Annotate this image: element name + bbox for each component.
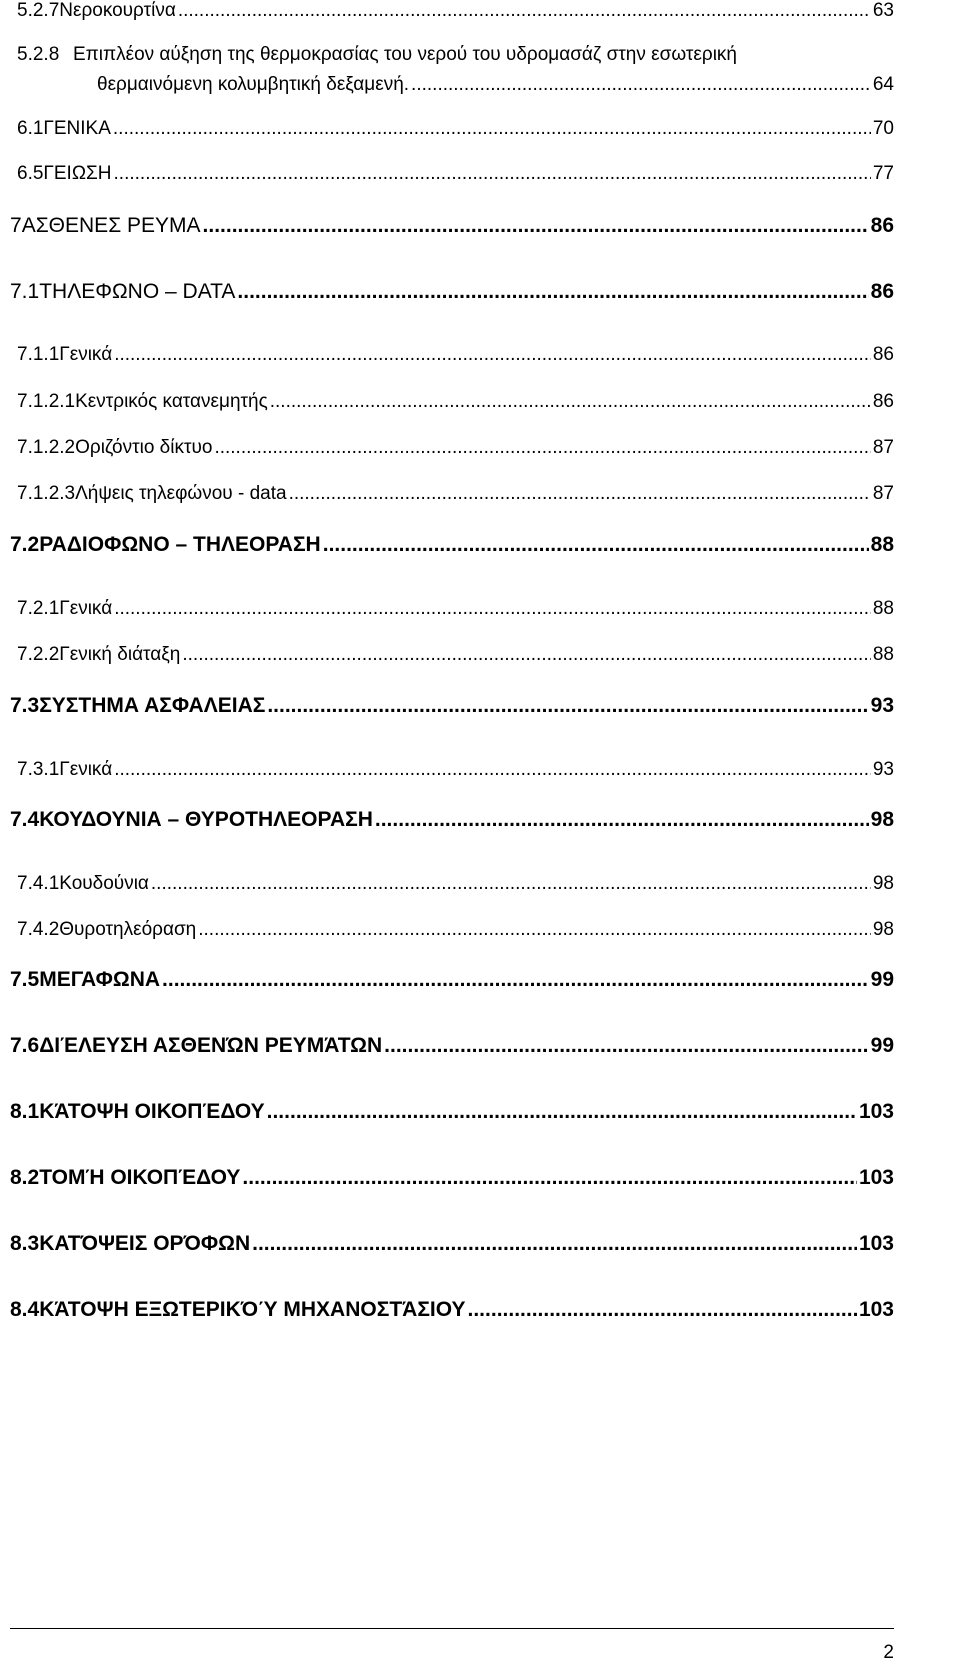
toc-leader — [114, 598, 871, 620]
toc-page: 99 — [870, 1034, 894, 1057]
toc-number: 7.2 — [10, 533, 40, 556]
toc-page: 86 — [872, 391, 894, 412]
toc-leader — [203, 214, 869, 238]
toc-number: 7 — [10, 214, 22, 237]
toc-number: 7.6 — [10, 1034, 40, 1057]
toc-page: 98 — [870, 808, 894, 831]
toc-entry[interactable] — [10, 1298, 894, 1322]
toc-title: ΚΆΤΟΨΗ ΕΞΩΤΕΡΙΚΌΎ ΜΗΧΑΝΟΣΤΆΣΙΟΥ — [39, 1298, 466, 1321]
toc-entry[interactable] — [17, 644, 894, 666]
footer-divider — [10, 1628, 894, 1629]
toc-title: Θυροτηλεόραση — [59, 919, 197, 940]
toc-page: 87 — [872, 483, 894, 504]
toc-page: 86 — [870, 280, 894, 303]
toc-number: 8.2 — [10, 1166, 40, 1189]
toc-page: 88 — [872, 598, 894, 619]
toc-leader — [289, 483, 871, 505]
toc-leader — [178, 0, 871, 22]
toc-leader — [411, 74, 871, 96]
toc-page: 86 — [872, 344, 894, 365]
toc-title: ΔΙΈΛΕΥΣΗ ΑΣΘΕΝΏΝ ΡΕΥΜΆΤΩΝ — [39, 1034, 383, 1057]
toc-title: Λήψεις τηλεφώνου - data — [75, 483, 287, 504]
toc-entry[interactable] — [17, 118, 894, 140]
toc-leader — [237, 280, 868, 304]
toc-page: 99 — [870, 968, 894, 991]
toc-entry[interactable] — [10, 1166, 894, 1190]
toc-number: 7.3.1 — [17, 759, 60, 780]
toc-page: 64 — [872, 74, 894, 95]
toc-leader — [114, 163, 871, 185]
toc-title: ΤΟΜΉ ΟΙΚΟΠΈΔΟΥ — [39, 1166, 241, 1189]
toc-leader — [113, 118, 871, 140]
toc-number: 7.4.1 — [17, 873, 60, 894]
toc-leader — [252, 1232, 857, 1256]
toc-entry[interactable] — [10, 694, 894, 718]
toc-title: Γενικά — [59, 344, 113, 365]
toc-leader — [114, 759, 871, 781]
toc-leader — [323, 533, 869, 557]
toc-number: 7.2.2 — [17, 644, 60, 665]
toc-title: ΚΑΤΌΨΕΙΣ ΟΡΌΦΩΝ — [39, 1232, 251, 1255]
toc-number: 7.3 — [10, 694, 40, 717]
toc-title: Οριζόντιο δίκτυο — [75, 437, 213, 458]
toc-leader — [375, 808, 869, 832]
toc-leader — [162, 968, 869, 992]
toc-leader — [267, 694, 868, 718]
toc-number: 7.5 — [10, 968, 40, 991]
toc-title: ΓΕΝΙΚΑ — [43, 118, 111, 139]
toc-title: Επιπλέον αύξηση της θερμοκρασίας του νερού του υδρομασάζ στην εσωτερική — [73, 44, 737, 65]
toc-number: 7.4.2 — [17, 919, 60, 940]
toc-page: 103 — [858, 1166, 894, 1189]
toc-title: ΣΥΣΤΗΜΑ ΑΣΦΑΛΕΙΑΣ — [39, 694, 266, 717]
toc-number: 7.1.2.3 — [17, 483, 76, 504]
toc-title-line2 — [17, 74, 894, 96]
toc-entry[interactable] — [10, 280, 894, 304]
toc-entry[interactable] — [17, 919, 894, 941]
toc-title: ΚΆΤΟΨΗ ΟΙΚΟΠΈΔΟΥ — [39, 1100, 265, 1123]
toc-page: 86 — [870, 214, 894, 237]
toc-title: ΜΕΓΑΦΩΝΑ — [39, 968, 161, 991]
toc-page: 103 — [858, 1100, 894, 1123]
toc-entry[interactable] — [10, 214, 894, 238]
toc-title: ΤΗΛΕΦΩΝΟ – DATA — [39, 280, 236, 303]
toc-page: 98 — [872, 919, 894, 940]
toc-leader — [151, 873, 871, 895]
toc-title: Κεντρικός κατανεμητής — [75, 391, 268, 412]
toc-entry[interactable] — [17, 344, 894, 366]
toc-title: Γενικά — [59, 759, 113, 780]
toc-page: 70 — [872, 118, 894, 139]
toc-page: 103 — [858, 1232, 894, 1255]
toc-page: 87 — [872, 437, 894, 458]
page-number: 2 — [883, 1642, 894, 1663]
toc-leader — [384, 1034, 868, 1058]
toc-number: 6.1 — [17, 118, 44, 139]
toc-title: ΚΟΥΔΟΥΝΙΑ – ΘΥΡΟΤΗΛΕΟΡΑΣΗ — [39, 808, 373, 831]
toc-number: 6.5 — [17, 163, 44, 184]
toc-page: 63 — [872, 0, 894, 21]
toc-entry[interactable] — [17, 873, 894, 895]
toc-leader — [242, 1166, 857, 1190]
toc-number: 5.2.7 — [17, 0, 60, 21]
toc-title-line1 — [17, 44, 894, 66]
toc-page: 88 — [872, 644, 894, 665]
toc-entry[interactable] — [17, 163, 894, 185]
toc-leader — [214, 437, 870, 459]
toc-number: 7.1 — [10, 280, 40, 303]
toc-page: 93 — [870, 694, 894, 717]
toc-number: 7.4 — [10, 808, 40, 831]
toc-title: ΡΑΔΙΟΦΩΝΟ – ΤΗΛΕΟΡΑΣΗ — [39, 533, 321, 556]
toc-entry[interactable] — [17, 759, 894, 781]
toc-number: 7.1.2.2 — [17, 437, 76, 458]
toc-page: 77 — [872, 163, 894, 184]
toc-number: 8.4 — [10, 1298, 40, 1321]
toc-page: 93 — [872, 759, 894, 780]
toc-entry[interactable] — [10, 968, 894, 992]
toc-leader — [267, 1100, 857, 1124]
toc-entry[interactable] — [10, 1034, 894, 1058]
toc-entry[interactable] — [17, 598, 894, 620]
toc-entry[interactable] — [17, 483, 894, 505]
toc-number: 7.1.2.1 — [17, 391, 76, 412]
toc-leader — [114, 344, 871, 366]
toc-page: 98 — [872, 873, 894, 894]
toc-entry[interactable] — [17, 391, 894, 413]
toc-title: Γενική διάταξη — [59, 644, 181, 665]
toc-title: ΓΕΙΩΣΗ — [43, 163, 112, 184]
toc-entry[interactable] — [10, 1100, 894, 1124]
toc-title: Νεροκουρτίνα — [59, 0, 176, 21]
toc-entry[interactable] — [17, 437, 894, 459]
toc-title: Γενικά — [59, 598, 113, 619]
toc-leader — [468, 1298, 857, 1322]
toc-entry[interactable] — [17, 0, 894, 22]
toc-leader — [270, 391, 871, 413]
toc-title: Κουδούνια — [59, 873, 149, 894]
toc-leader — [182, 644, 871, 666]
toc-entry[interactable] — [10, 533, 894, 557]
toc-title: ΑΣΘΕΝΕΣ ΡΕΥΜΑ — [21, 214, 201, 237]
toc-number: 8.1 — [10, 1100, 40, 1123]
toc-number: 7.1.1 — [17, 344, 60, 365]
toc-page: 88 — [870, 533, 894, 556]
toc-entry[interactable] — [10, 808, 894, 832]
toc-number: 7.2.1 — [17, 598, 60, 619]
toc-number: 5.2.8 — [17, 44, 60, 65]
toc-entry[interactable] — [17, 44, 894, 96]
toc-entry[interactable] — [10, 1232, 894, 1256]
toc-number: 8.3 — [10, 1232, 40, 1255]
toc-leader — [198, 919, 871, 941]
toc-title-continued: θερμαινόμενη κολυμβητική δεξαμενή. — [97, 74, 410, 95]
toc-page: 103 — [858, 1298, 894, 1321]
